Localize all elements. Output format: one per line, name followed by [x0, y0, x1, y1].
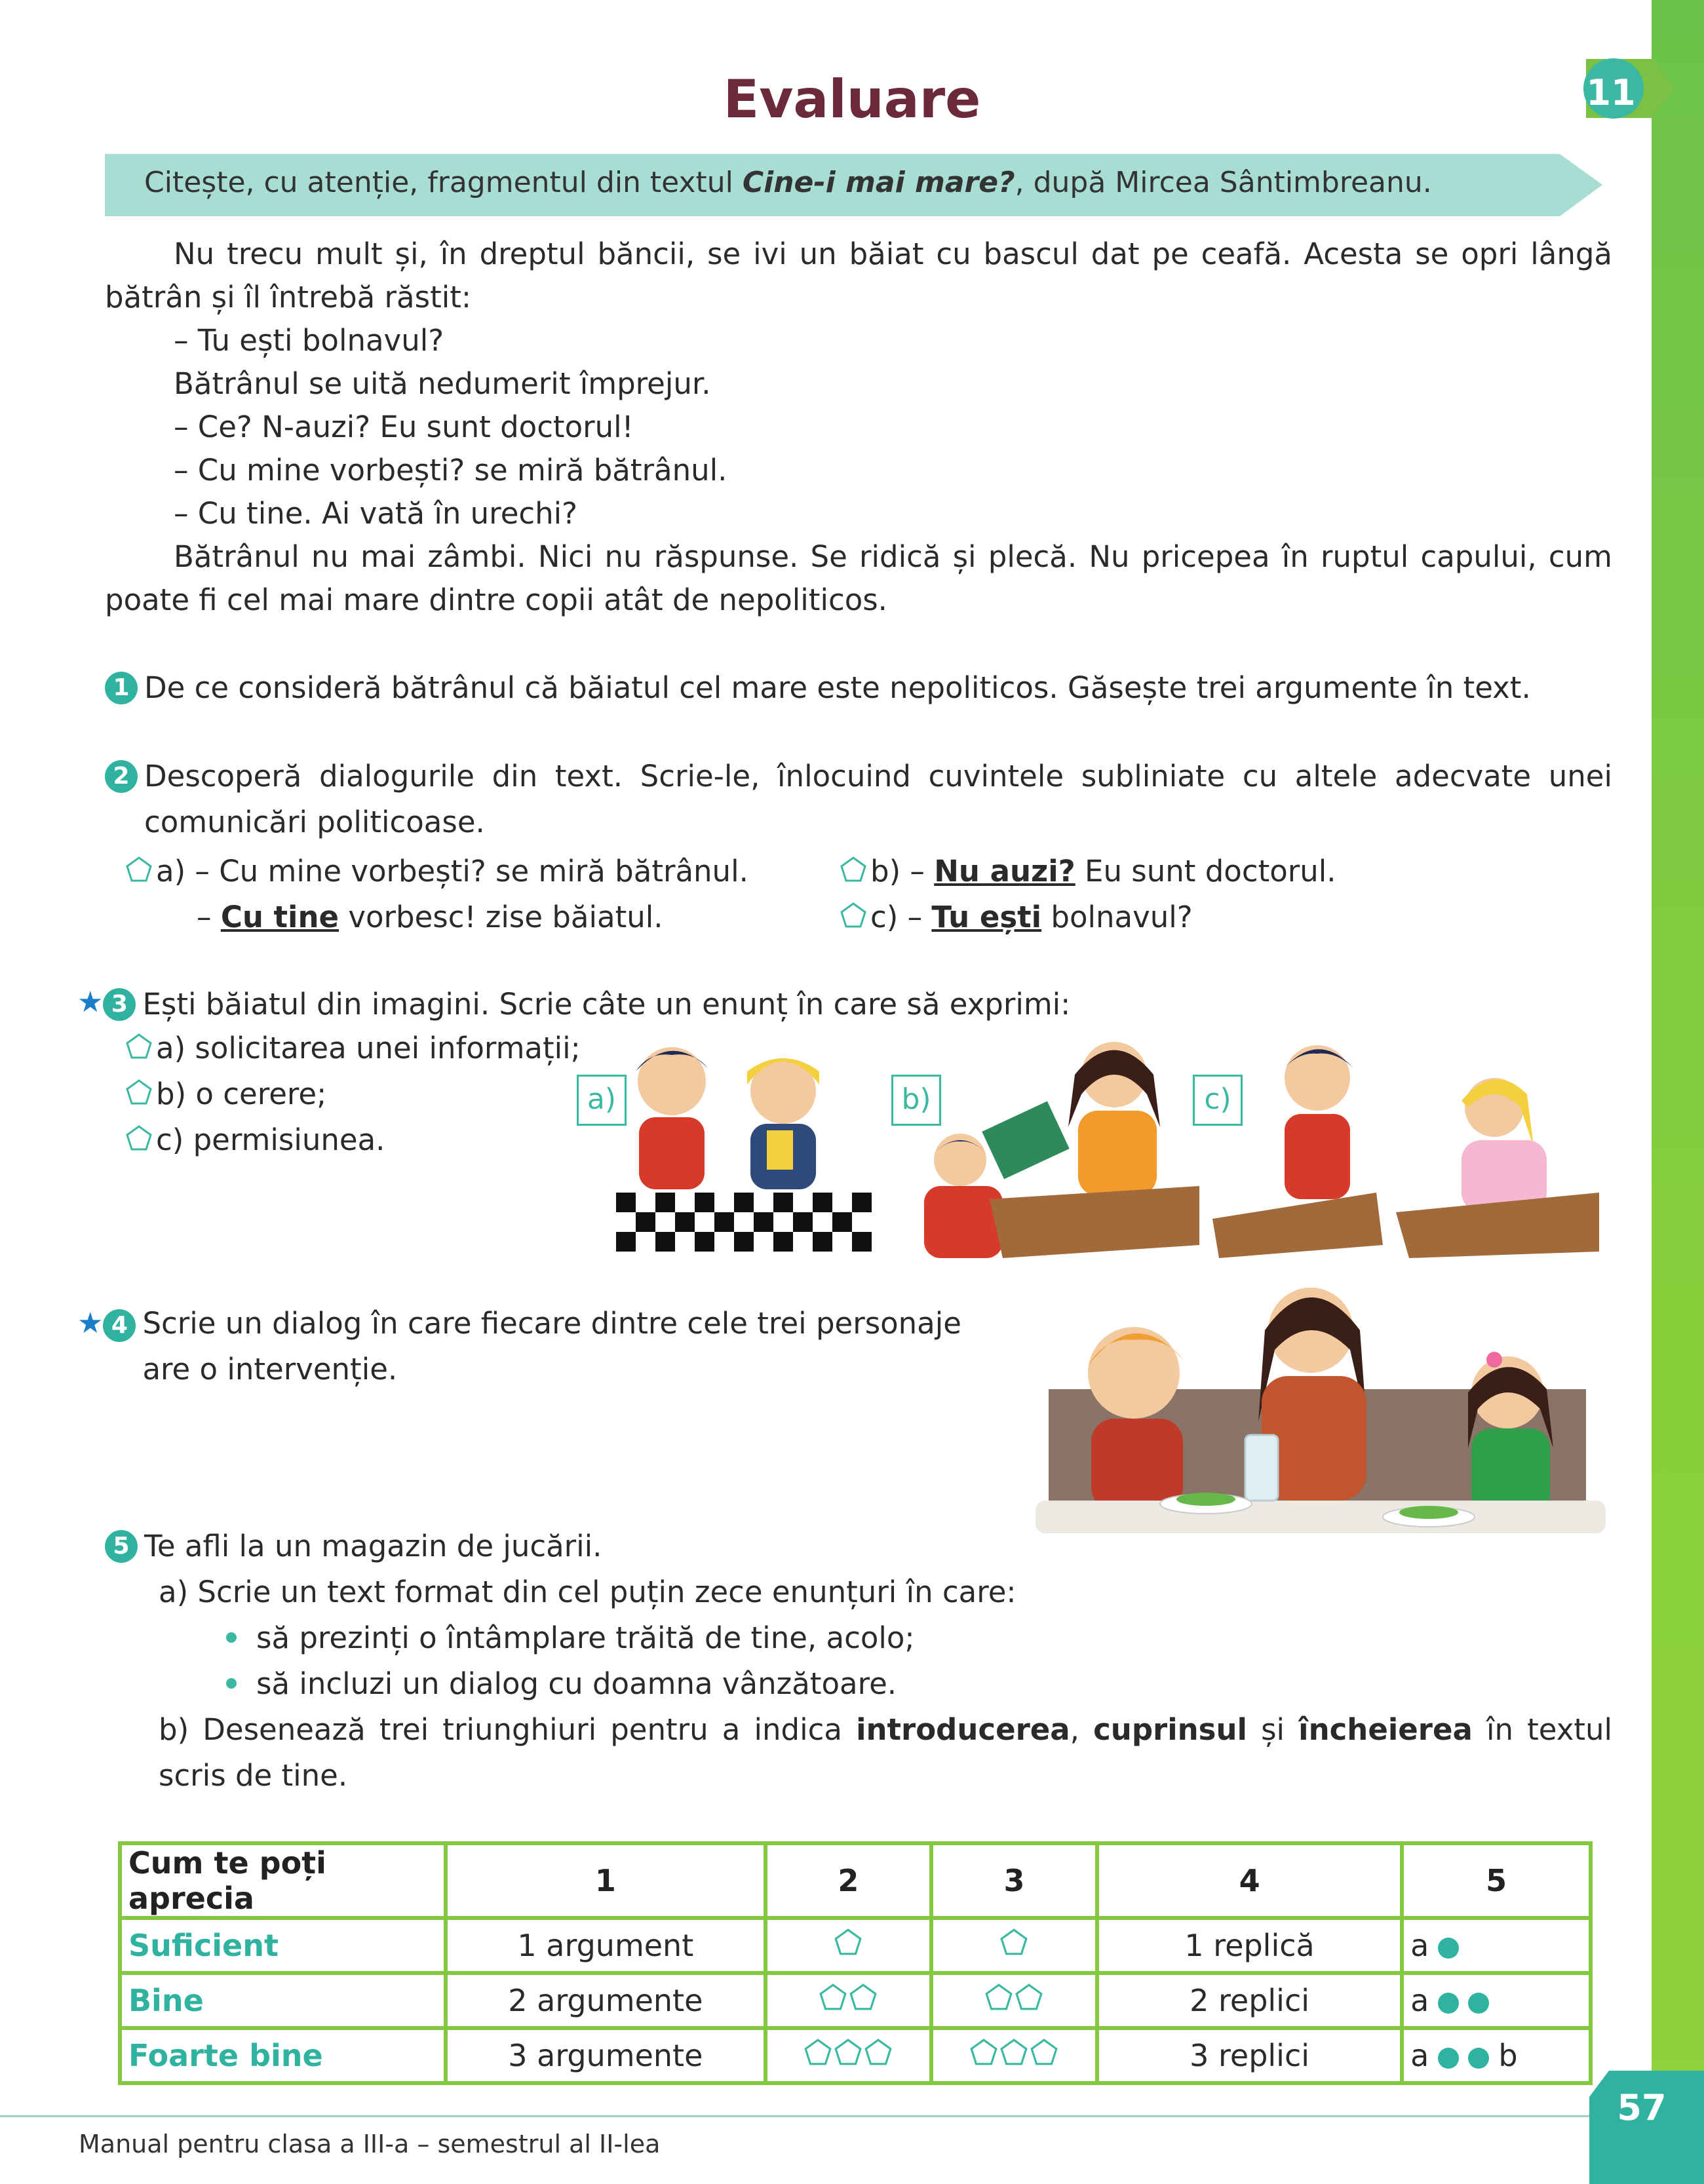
- table-row: [122, 1975, 1589, 2026]
- item-text: vorbesc! zise băiatul.: [339, 900, 663, 934]
- table-cell-pentagons: [933, 2030, 1095, 2081]
- question-number-badge: 1: [105, 672, 138, 704]
- star-icon: ★: [77, 1307, 104, 1340]
- question-text: De ce consideră bătrânul că băiatul cel mare este nepoliticos. Găsește trei argumente în text.: [144, 670, 1531, 705]
- table-row-label: Foarte bine: [122, 2030, 444, 2081]
- question-2-item-b: [839, 849, 1593, 894]
- item-text: să prezinți o întâmplare trăită de tine, acolo;: [256, 1620, 915, 1655]
- story-paragraph: Nu trecu mult și, în dreptul băncii, se ivi un băiat cu bascul dat pe ceafă. Acesta se opri lângă bătrân și îl întrebă răstit:: [105, 237, 1612, 315]
- table-cell-dots: a: [1404, 1975, 1589, 2026]
- question-5: [105, 1523, 1612, 1799]
- underlined-words: Nu auzi?: [934, 854, 1075, 889]
- page-edge-decoration: [1652, 0, 1704, 2184]
- illustration-family-dinner: [1036, 1278, 1606, 1553]
- table-header-cell: 3: [933, 1845, 1095, 1916]
- star-icon: ★: [77, 986, 104, 1019]
- item-text: c) permisiunea.: [156, 1122, 385, 1157]
- dot-icon: [1438, 2048, 1459, 2069]
- question-5-part-a: a) Scrie un text format din cel puțin zece enunțuri în care:: [159, 1575, 1017, 1609]
- item-text: bolnavul?: [1041, 900, 1193, 934]
- item-text: –: [197, 900, 221, 934]
- pentagon-icon: [125, 1078, 153, 1107]
- table-header-cell: 1: [448, 1845, 764, 1916]
- table-cell-pentagons: [767, 1975, 929, 2026]
- item-text: c) –: [870, 900, 932, 934]
- pentagon-icon: [815, 1982, 881, 2012]
- dot-icon: [1468, 2048, 1489, 2069]
- page-number: 57: [1617, 2087, 1667, 2128]
- table-cell-dots: a: [1404, 1920, 1589, 1971]
- story-line: – Cu mine vorbești? se miră bătrânul.: [174, 453, 727, 488]
- page-title: Evaluare: [723, 69, 981, 130]
- dot-icon: [1438, 1938, 1459, 1959]
- table-cell-pentagons: [933, 1975, 1095, 2026]
- illustration-b: [911, 1029, 1199, 1258]
- table-row: [122, 1920, 1589, 1971]
- table-cell-pentagons: [767, 1920, 929, 1971]
- underlined-words: Tu ești: [931, 900, 1042, 934]
- illustration-c: [1212, 1029, 1599, 1258]
- question-number-badge: 4: [103, 1309, 136, 1342]
- question-2-item-a: [125, 849, 813, 940]
- question-number-badge: 5: [105, 1530, 138, 1563]
- pentagon-icon: [981, 1982, 1047, 2012]
- bullet-icon: [226, 1678, 237, 1689]
- question-2-item-c: [839, 894, 1593, 940]
- dot-icon: [1468, 1993, 1489, 2014]
- table-row-label: Bine: [122, 1975, 444, 2026]
- question-4: [77, 1301, 1060, 1392]
- question-number-badge: 2: [105, 760, 138, 793]
- table-cell-dots: a b: [1404, 2030, 1589, 2081]
- table-cell: 2 replici: [1099, 1975, 1400, 2026]
- item-text: Eu sunt doctorul.: [1075, 854, 1336, 889]
- chapter-number: 11: [1586, 72, 1636, 113]
- pentagon-icon: [799, 2037, 897, 2067]
- table-cell-pentagons: [933, 1920, 1095, 1971]
- instruction-text: Citește, cu atenție, fragmentul din textul Cine-i mai mare?, după Mircea Sântimbreanu.: [144, 166, 1432, 199]
- item-text: a) – Cu mine vorbești? se miră bătrânul.: [156, 854, 748, 889]
- table-header-cell: 2: [767, 1845, 929, 1916]
- footer-text: Manual pentru clasa a III-a – semestrul al II-lea: [79, 2130, 661, 2158]
- table-cell: 2 argumente: [448, 1975, 764, 2026]
- question-5-part-b: b) Desenează trei triunghiuri pentru a indica introducerea, cuprinsul și încheierea în textul scris de tine.: [159, 1712, 1612, 1793]
- bullet-icon: [226, 1632, 237, 1643]
- question-3-items: [125, 1025, 649, 1163]
- image-label-a: a): [577, 1075, 627, 1126]
- table-header-cell: Cum te poți aprecia: [122, 1845, 444, 1916]
- table-row-label: Suficient: [122, 1920, 444, 1971]
- table-header-row: [122, 1845, 1589, 1916]
- item-text: a) solicitarea unei informații;: [156, 1031, 581, 1065]
- story-line: – Ce? N-auzi? Eu sunt doctorul!: [174, 410, 634, 444]
- table-cell: 1 replică: [1099, 1920, 1400, 1971]
- image-label-b: b): [891, 1075, 941, 1126]
- item-text: b) –: [870, 854, 935, 889]
- self-evaluation-table: [118, 1841, 1593, 2085]
- illustration-a: [610, 1032, 878, 1255]
- table-cell-pentagons: [767, 2030, 929, 2081]
- question-text: Descoperă dialogurile din text. Scrie-le, înlocuind cuvintele subliniate cu altele adecvate unei comunicări politicoase.: [144, 759, 1612, 839]
- table-cell: 3 replici: [1099, 2030, 1400, 2081]
- story-line: Bătrânul se uită nedumerit împrejur.: [174, 366, 711, 401]
- pentagon-icon: [839, 855, 868, 884]
- footer-divider: [0, 2115, 1606, 2117]
- question-2: [105, 754, 1612, 845]
- pentagon-icon: [832, 1927, 864, 1957]
- question-text: Scrie un dialog în care fiecare dintre cele trei personaje are o intervenție.: [142, 1306, 961, 1387]
- pentagon-icon: [125, 1032, 153, 1061]
- table-header-cell: 4: [1099, 1845, 1400, 1916]
- image-label-c: c): [1193, 1075, 1243, 1126]
- question-text: Ești băiatul din imagini. Scrie câte un enunț în care să exprimi:: [142, 987, 1071, 1022]
- question-number-badge: 3: [103, 988, 136, 1021]
- bullet-item: [105, 1661, 1612, 1707]
- underlined-words: Cu tine: [220, 900, 339, 934]
- item-text: b) o cerere;: [156, 1077, 327, 1111]
- question-text: Te afli la un magazin de jucării.: [144, 1529, 602, 1563]
- table-row: [122, 2030, 1589, 2081]
- question-1: [105, 665, 1612, 711]
- table-cell: 3 argumente: [448, 2030, 764, 2081]
- pentagon-icon: [997, 1927, 1030, 1957]
- dot-icon: [1438, 1993, 1459, 2014]
- pentagon-icon: [125, 855, 153, 884]
- pentagon-icon: [125, 1124, 153, 1153]
- pentagon-icon: [839, 901, 868, 930]
- bullet-item: [105, 1615, 1612, 1661]
- story-line: – Cu tine. Ai vată în urechi?: [174, 496, 578, 531]
- pentagon-icon: [965, 2037, 1063, 2067]
- item-text: să incluzi un dialog cu doamna vânzătoare.: [256, 1666, 897, 1701]
- question-3: [77, 980, 1388, 1027]
- table-header-cell: 5: [1404, 1845, 1589, 1916]
- story-paragraph: Bătrânul nu mai zâmbi. Nici nu răspunse. Se ridică și plecă. Nu pricepea în ruptul capului, cum poate fi cel mai mare dintre copii atât de nepoliticos.: [105, 539, 1612, 617]
- story-line: – Tu ești bolnavul?: [174, 323, 444, 358]
- table-cell: 1 argument: [448, 1920, 764, 1971]
- story-fragment: [105, 233, 1612, 622]
